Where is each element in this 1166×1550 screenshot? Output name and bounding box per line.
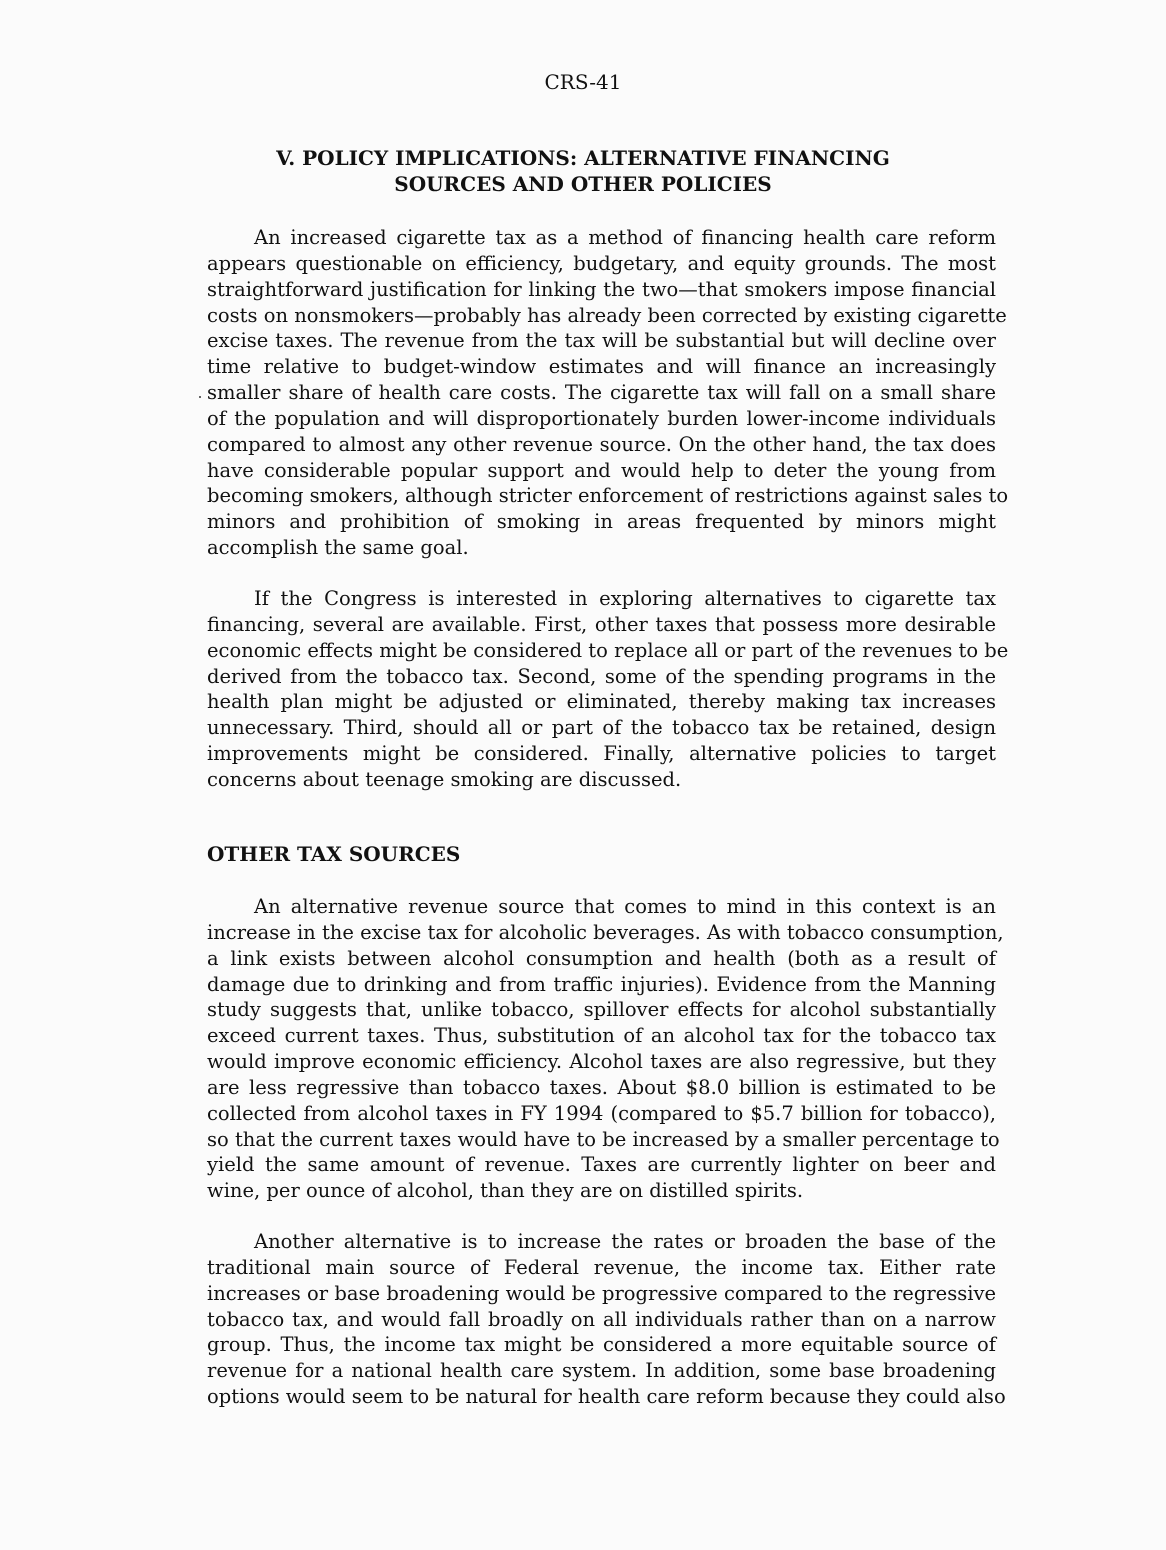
paragraph-line: health plan might be adjusted or eliminated, thereby making tax increases xyxy=(207,690,996,714)
paragraph-line: increase in the excise tax for alcoholic beverages. As with tobacco consumption, xyxy=(207,920,1004,944)
paragraph-line: excise taxes. The revenue from the tax will be substantial but will decline over xyxy=(207,329,996,353)
section-heading-other-tax-sources: OTHER TAX SOURCES xyxy=(207,842,461,866)
paragraph-line: costs on nonsmokers—probably has already been corrected by existing cigarette xyxy=(207,303,1007,327)
paragraph-line: traditional main source of Federal revenue, the income tax. Either rate xyxy=(207,1255,996,1279)
paragraph-line: appears questionable on efficiency, budgetary, and equity grounds. The most xyxy=(207,251,996,275)
page-number: CRS-41 xyxy=(544,70,622,94)
paragraph-line: a link exists between alcohol consumption and health (both as a result of xyxy=(207,946,996,970)
paragraph-line: economic effects might be considered to replace all or part of the revenues to be xyxy=(207,638,1009,662)
paragraph-alternatives-overview xyxy=(207,586,1009,793)
paragraph-line: increases or base broadening would be progressive compared to the regressive xyxy=(207,1281,996,1305)
paragraph-line: becoming smokers, although stricter enforcement of restrictions against sales to xyxy=(207,484,1009,508)
scan-artifact xyxy=(199,396,201,398)
paragraph-line: are less regressive than tobacco taxes. About $8.0 billion is estimated to be xyxy=(207,1075,996,1099)
paragraph-line: unnecessary. Third, should all or part of the tobacco tax be retained, design xyxy=(207,716,996,740)
paragraph-line: time relative to budget-window estimates and will finance an increasingly xyxy=(207,355,996,379)
paragraph-line: of the population and will disproportionately burden lower-income individuals xyxy=(207,406,996,430)
paragraph-line: study suggests that, unlike tobacco, spillover effects for alcohol substantially xyxy=(207,998,996,1022)
paragraph-line: If the Congress is interested in exploring alternatives to cigarette tax xyxy=(254,587,996,610)
paragraph-line: group. Thus, the income tax might be considered a more equitable source of xyxy=(207,1333,996,1357)
chapter-title xyxy=(0,145,1166,197)
paragraph-line: improvements might be considered. Finally, alternative policies to target xyxy=(207,742,996,766)
paragraph-line: minors and prohibition of smoking in areas frequented by minors might xyxy=(207,510,996,534)
paragraph-line: derived from the tobacco tax. Second, some of the spending programs in the xyxy=(207,664,996,688)
paragraph-line: straightforward justification for linking the two—that smokers impose financial xyxy=(207,277,996,301)
paragraph-alcohol-tax xyxy=(207,894,1004,1204)
paragraph-line: have considerable popular support and would help to deter the young from xyxy=(207,458,996,482)
paragraph-line: financing, several are available. First, other taxes that possess more desirable xyxy=(207,612,996,636)
paragraph-line: Another alternative is to increase the rates or broaden the base of the xyxy=(254,1230,996,1253)
paragraph-line: wine, per ounce of alcohol, than they are on distilled spirits. xyxy=(207,1179,804,1203)
paragraph-line: exceed current taxes. Thus, substitution of an alcohol tax for the tobacco tax xyxy=(207,1024,996,1048)
paragraph-income-tax xyxy=(207,1229,1006,1410)
paragraph-line: concerns about teenage smoking are discussed. xyxy=(207,767,682,791)
paragraph-line: so that the current taxes would have to be increased by a smaller percentage to xyxy=(207,1127,1000,1151)
paragraph-line: revenue for a national health care system. In addition, some base broadening xyxy=(207,1359,996,1383)
chapter-title-line: V. POLICY IMPLICATIONS: ALTERNATIVE FINANCING xyxy=(276,146,890,170)
paragraph-line: collected from alcohol taxes in FY 1994 (compared to $5.7 billion for tobacco), xyxy=(207,1101,996,1125)
paragraph-line: tobacco tax, and would fall broadly on all individuals rather than on a narrow xyxy=(207,1307,996,1331)
paragraph-line: An increased cigarette tax as a method of financing health care reform xyxy=(254,226,996,249)
paragraph-line: compared to almost any other revenue source. On the other hand, the tax does xyxy=(207,432,996,456)
paragraph-line: damage due to drinking and from traffic injuries). Evidence from the Manning xyxy=(207,972,996,996)
paragraph-line: yield the same amount of revenue. Taxes are currently lighter on beer and xyxy=(207,1153,996,1177)
paragraph-line: would improve economic efficiency. Alcohol taxes are also regressive, but they xyxy=(207,1050,996,1074)
paragraph-line: accomplish the same goal. xyxy=(207,536,469,560)
chapter-title-line: SOURCES AND OTHER POLICIES xyxy=(394,172,772,196)
paragraph-line: An alternative revenue source that comes to mind in this context is an xyxy=(254,895,996,918)
paragraph-intro xyxy=(207,225,1009,561)
paragraph-line: options would seem to be natural for health care reform because they could also xyxy=(207,1385,1006,1409)
paragraph-line: smaller share of health care costs. The cigarette tax will fall on a small share xyxy=(207,381,996,405)
